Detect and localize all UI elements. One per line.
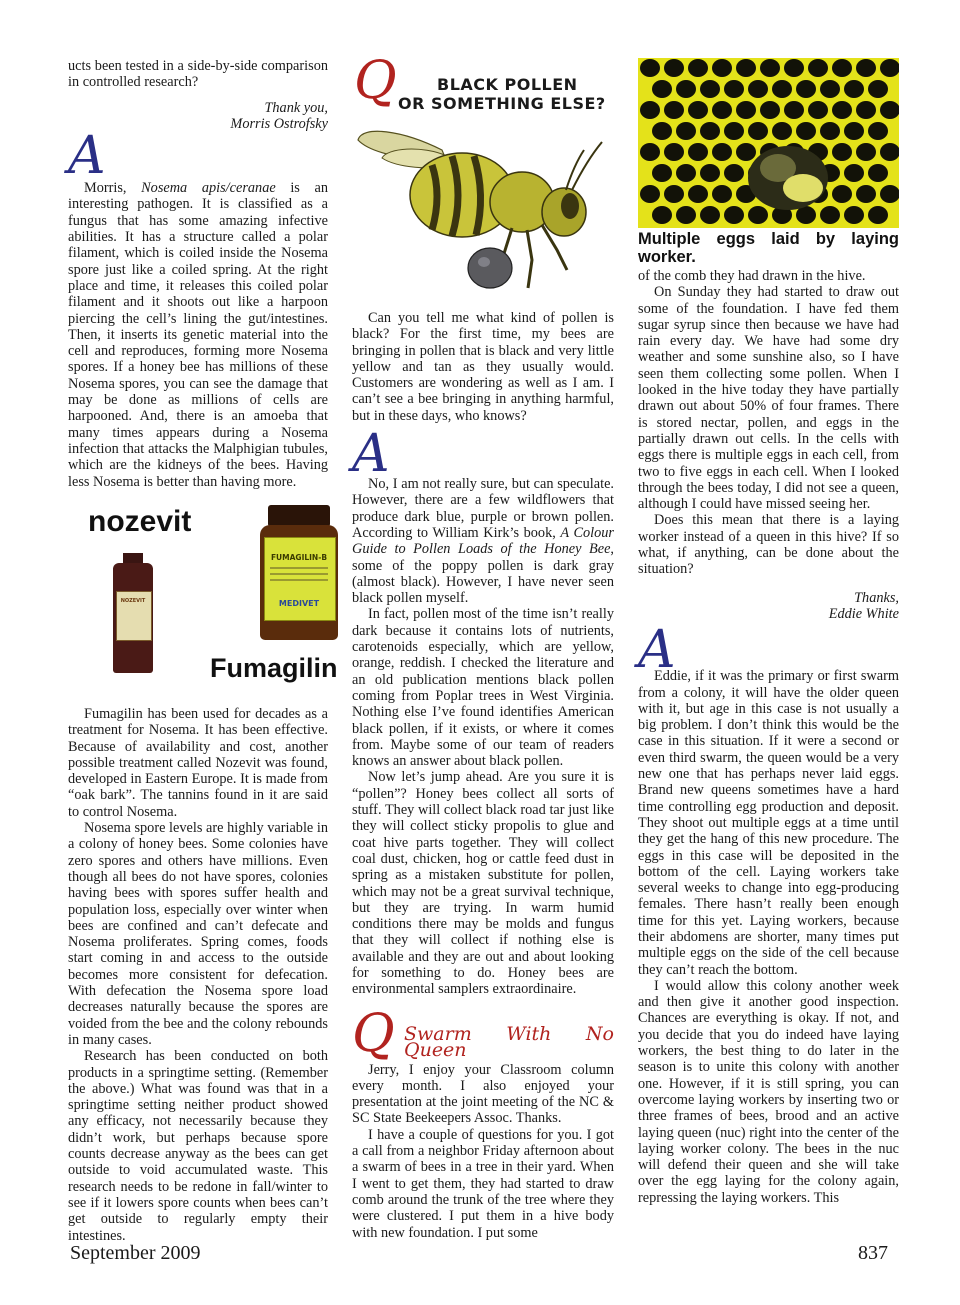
signature-line: Thank you, <box>264 99 328 116</box>
column-right <box>638 230 899 1206</box>
comb-cell <box>664 59 684 77</box>
paragraph: Fumagilin has been used for decades as a treatment for Nosema. It has been effective. Because of availability and cost, another possible treatment called Nozevit was found, developed in Eastern Europe. It is made from “oak bark”. The tannins found in it are said to control Nosema. <box>68 706 328 820</box>
comb-cell <box>760 101 780 119</box>
comb-cell <box>796 122 816 140</box>
answer-paragraph: Eddie, if it was the primary or first swarm from a colony, it will have the older queen with it, but age in this case is not usually a big problem. I don’t think this would be the case in this situation. If it were a second or even third swarm, the queen would be a very new one that has perhaps never laid eggs. Brand new queens sometimes have a hard time controlling egg production and deposit. They shoot out multiple eggs at a time until they get the hang of this new procedure. The eggs in this case will be deposited in the bottom of the cell. Laying workers take several weeks to change into egg-producing females. There hasn’t really been enough time for this yet. Laying workers, because their abdomens are shorter, many times put multiple eggs on the side of the cell because they can’t reach the bottom. <box>638 668 899 978</box>
nozevit-bottle-text: NOZEVIT <box>120 598 146 604</box>
answer-text: , some of the poppy pollen is dark gray (almost black). However, I have never seen black pollen myself. <box>352 541 614 607</box>
comb-cell <box>724 164 744 182</box>
answer-letter: A <box>638 620 676 681</box>
question-letter: Q <box>352 1003 395 1064</box>
comb-cell <box>664 185 684 203</box>
comb-cell <box>844 164 864 182</box>
question-title-line-1: BLACK POLLEN <box>437 75 578 94</box>
comb-cell <box>712 59 732 77</box>
column-left-bottom <box>68 706 328 1244</box>
paragraph: Nosema spore levels are highly variable in a colony of honey bees. Some colonies have zero spores and others have millions. Even though all bees do not have spores, colonies having bees with spores suffer health and population loss, especially over winter when bees are confined and can’t defecate and Nosema proliferates. Spring comes, foods start coming in and access to the outside becomes more consistent for defecation. With defecation the Nosema spore load decreases naturally because the spores are voided from the bee and the colony rebounds in many cases. <box>68 820 328 1048</box>
comb-cell <box>712 185 732 203</box>
comb-cell <box>652 206 672 224</box>
product-figure <box>68 495 338 690</box>
comb-cell <box>868 80 888 98</box>
fumagilin-bottle-text: FUMAGILIN-B <box>270 553 328 562</box>
comb-cell <box>868 164 888 182</box>
comb-cell <box>784 101 804 119</box>
comb-cell <box>640 143 660 161</box>
photo-caption: Multiple eggs laid by laying worker. <box>638 230 899 266</box>
comb-cell <box>688 59 708 77</box>
comb-cell <box>832 143 852 161</box>
question-text: Jerry, I enjoy your Classroom column every month. I also enjoyed your presentation at the joint meeting of the NC & SC State Beekeepers Assoc. Thanks. <box>352 1061 614 1127</box>
paragraph: Does this mean that there is a laying worker instead of a queen in this hive? If so what, if anything, can be done about the situation? <box>638 512 899 578</box>
paragraph: of the comb they had drawn in the hive. <box>638 268 866 284</box>
column-left <box>68 58 328 490</box>
comb-cell <box>844 80 864 98</box>
comb-cell <box>820 206 840 224</box>
comb-cell <box>640 59 660 77</box>
comb-cell <box>856 59 876 77</box>
answer-paragraph: Now let’s jump ahead. Are you sure it is “pollen”? Honey bees collect all sorts of stuff. They will collect black road tar just like they will collect sticky propolis to glue and coat hive parts together. They will collect coal dust, chicken, hog or cattle feed dust in spring as a mistaken substitute for pollen, which may not be a great survival technique, but they are trying. In warm humid conditions there may be molds and fungus that they will collect if nothing else is available and they are out and about looking for something to do. Honey bees are environmental samplers extraordinaire. <box>352 769 614 998</box>
comb-cell <box>784 59 804 77</box>
question-text: I have a couple of questions for you. I got a call from a neighbor Friday afternoon about a swarm of bees in a tree in their yard. When I went to get them, they had started to draw comb around the trunk of the tree where they were clustered. I put them in a hive body with new foundation. I put some <box>352 1126 614 1241</box>
comb-cell <box>688 101 708 119</box>
comb-cell <box>652 80 672 98</box>
comb-cell <box>772 80 792 98</box>
comb-cell <box>700 206 720 224</box>
nozevit-label: nozevit <box>88 505 192 538</box>
comb-cell <box>664 143 684 161</box>
comb-cell <box>664 101 684 119</box>
question-title-line-2: OR SOMETHING ELSE? <box>398 94 606 113</box>
comb-cell <box>760 59 780 77</box>
comb-cell <box>676 80 696 98</box>
fumagilin-label: Fumagilin <box>210 653 338 683</box>
signature-name: Eddie White <box>828 605 899 622</box>
answer-paragraph: I would allow this colony another week and then give it another good inspection. Chances are everything is okay. If not, and you decide that you do indeed have laying workers, the best thing to do later in the season is to unite this colony with another one. However, if it is still spring, you can overcome laying workers by inserting two or three frames of bees, brood and an active laying queen (nuc) right into the center of the laying worker colony. The bees in the nuc will defend their queen and she will take over the egg laying for the colony again, repressing the laying workers. This <box>638 977 899 1206</box>
comb-cell <box>724 206 744 224</box>
answer-text: is an interesting pathogen. It is classified as a fungus that has some amazing infective abilities. It has a structure called a polar filament, which is coiled inside the Nosema spore just like a coiled spring. At the right place and time, it releases this coiled polar filament and it shoots out like a harpoon piercing the cell’s lining the gut/intestines. Then, it inserts its genetic material into the cell and reproduces, forming more Nosema spores. If a honey bee has millions of these Nosema spores, you can see the damage that may be done as millions of cells are harpooned. And, there is an amoeba that many times appears during a Nosema infection that attacks the Malphigian tubules, which are the kidneys of the bees. Having less Nosema is better than having more. <box>68 180 328 490</box>
question-header-black-pollen <box>352 51 622 125</box>
question-letter: Q <box>354 51 397 111</box>
comb-cell <box>856 101 876 119</box>
species-name: Nosema apis/ceranae <box>141 180 276 197</box>
answer-text: Morris, <box>84 180 142 197</box>
comb-cell <box>700 80 720 98</box>
comb-cell <box>856 143 876 161</box>
comb-cell <box>712 143 732 161</box>
signature-name: Morris Ostrofsky <box>230 115 328 132</box>
answer-letter: A <box>68 126 106 187</box>
comb-cell <box>700 122 720 140</box>
comb-cell <box>808 59 828 77</box>
comb-cell <box>736 59 756 77</box>
paragraph: Research has been conducted on both products in a springtime setting. (Remember the above.) What was found was that in a springtime setting neither product showed any efficacy, not necessarily because they didn’t work, but perhaps because spore counts decrease anyway as the bees can get outside to void accumulated waste. This research needs to be redone in fall/winter to see if it lowers spore counts when bees can’t get outside to regularly empty their intestines. <box>68 1048 328 1244</box>
honeycomb-photo <box>638 58 899 228</box>
paragraph: On Sunday they had started to draw out some of the foundation. I have fed them sugar syrup since then because we have had rain every day. We have had some dry weather and some sunshine also, so I have seen them collecting some pollen. When I looked in the hive today they have partially drawn out about 50% of four frames. There is stored nectar, pollen, and eggs in the partially drawn out cells. In the cells with eggs there is multiple eggs in each cell, from two to five eggs in each cell. When I looked through the bees today, I did not see a queen, although I could have missed seeing her. <box>638 284 899 513</box>
comb-cell <box>676 164 696 182</box>
comb-cell <box>724 122 744 140</box>
fumagilin-bottle <box>260 505 338 640</box>
comb-cell <box>688 143 708 161</box>
comb-cell <box>700 164 720 182</box>
comb-cell <box>640 101 660 119</box>
comb-cell <box>676 122 696 140</box>
fumagilin-brand-text: MEDIVET <box>278 599 320 608</box>
comb-cell <box>772 122 792 140</box>
column-middle <box>352 310 614 1241</box>
question-title: Swarm With No Queen <box>404 1022 614 1061</box>
comb-cell <box>844 122 864 140</box>
answer-letter: A <box>352 424 390 485</box>
bee-illustration <box>352 120 622 305</box>
comb-cell <box>748 206 768 224</box>
comb-cell <box>736 143 756 161</box>
comb-cell <box>736 101 756 119</box>
answer-paragraph <box>68 180 328 490</box>
comb-cell <box>808 101 828 119</box>
comb-cell <box>832 101 852 119</box>
comb-cell <box>820 80 840 98</box>
issue-date: September 2009 <box>70 1242 201 1264</box>
comb-cell <box>748 122 768 140</box>
book-title: A Colour Guide to Pollen Loads of the Honey Bee <box>352 524 614 558</box>
answer-paragraph <box>352 476 614 606</box>
comb-cell <box>676 206 696 224</box>
comb-cell <box>856 185 876 203</box>
comb-cell <box>640 185 660 203</box>
signature-line: Thanks, <box>854 589 899 606</box>
page-number: 837 <box>858 1242 888 1264</box>
comb-cell <box>868 206 888 224</box>
question-header-swarm <box>352 1003 614 1064</box>
comb-cell <box>748 80 768 98</box>
comb-cell <box>820 122 840 140</box>
pollen-load <box>468 248 512 288</box>
question-text: Can you tell me what kind of pollen is black? For the first time, my bees are bringing in pollen that is black and very little yellow and tan as they usually would. Customers are wondering as well as I am. I can’t see a bee bringing in anything harmful, but in these days, who knows? <box>352 310 614 424</box>
paragraph: ucts been tested in a side-by-side comparison in controlled research? <box>68 58 328 91</box>
comb-cell <box>796 80 816 98</box>
comb-cell <box>868 122 888 140</box>
comb-cell <box>688 185 708 203</box>
nozevit-bottle <box>113 553 153 673</box>
comb-cell <box>724 80 744 98</box>
comb-cell <box>844 206 864 224</box>
comb-cell <box>832 59 852 77</box>
comb-cell <box>652 122 672 140</box>
comb-cell <box>832 185 852 203</box>
comb-cell <box>712 101 732 119</box>
answer-paragraph: In fact, pollen most of the time isn’t really dark because it contains lots of nutrients, carotenoids especially, which are yellow, orange, reddish. I checked the literature and an old publication mentions black pollen coming from Poplar trees in West Virginia. Nothing else I’ve found identifies American black pollen, if it exists, or where it comes from. Maybe some of our team of readers knows an answer about black pollen. <box>352 606 614 770</box>
comb-cell <box>652 164 672 182</box>
answer-text: No, I am not really sure, but can speculate. However, there are a few wildflowers that produce dark blue, purple or brown pollen. According to William Kirk’s book, <box>352 476 614 541</box>
